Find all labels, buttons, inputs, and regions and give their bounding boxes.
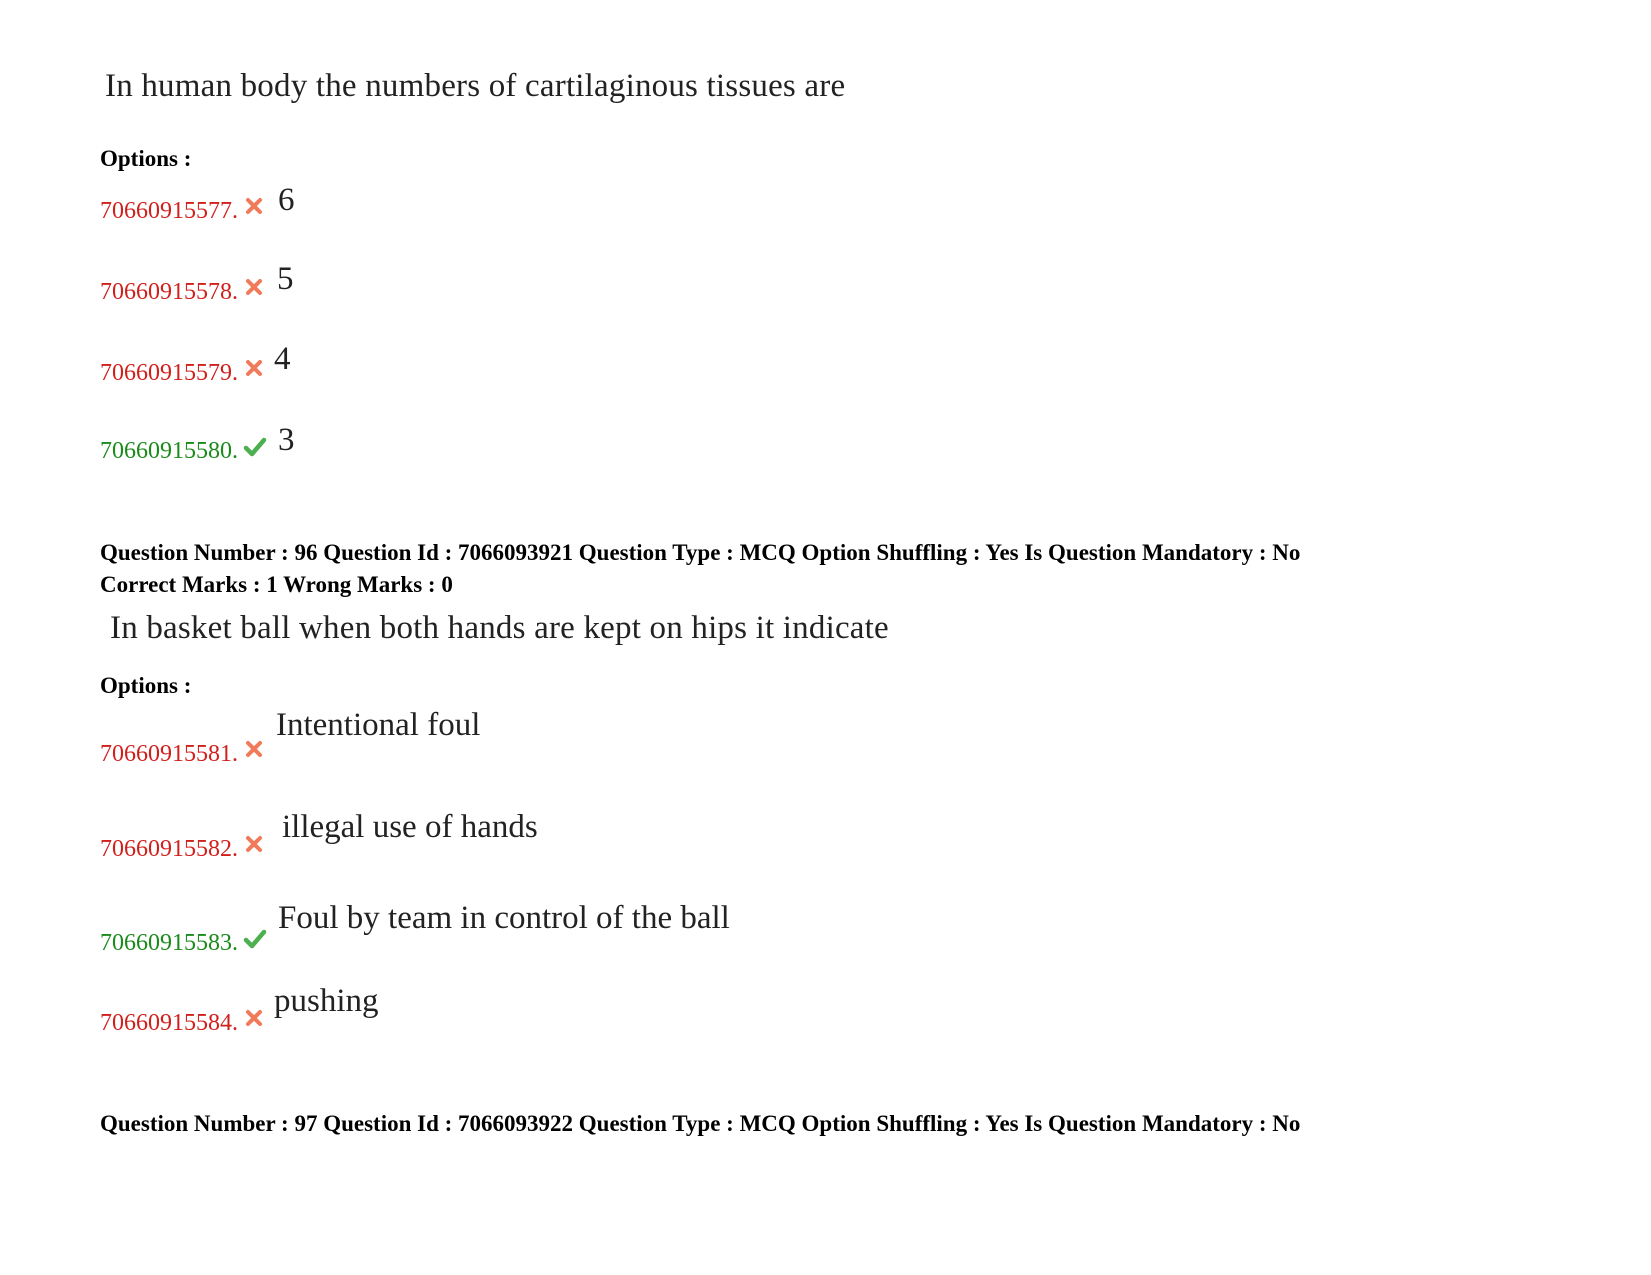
marks-meta: Correct Marks : 1 Wrong Marks : 0 bbox=[100, 572, 453, 597]
option-text: Foul by team in control of the ball bbox=[278, 900, 730, 936]
option-id: 70660915580. bbox=[100, 438, 238, 464]
option-text: Intentional foul bbox=[276, 707, 481, 743]
option-id: 70660915581. bbox=[100, 741, 238, 767]
option-id: 70660915577. bbox=[100, 198, 238, 224]
option-text: pushing bbox=[274, 983, 379, 1019]
options-label: Options : bbox=[100, 146, 192, 171]
option-id: 70660915578. bbox=[100, 279, 238, 305]
option-text: illegal use of hands bbox=[282, 809, 538, 845]
question-text: In basket ball when both hands are kept on hips it indicate bbox=[110, 610, 889, 646]
check-icon bbox=[243, 929, 267, 949]
cross-icon bbox=[245, 278, 263, 296]
option-text: 4 bbox=[274, 341, 291, 377]
cross-icon bbox=[245, 835, 263, 853]
options-label: Options : bbox=[100, 673, 192, 698]
cross-icon bbox=[245, 1009, 263, 1027]
cross-icon bbox=[245, 740, 263, 758]
question-meta: Question Number : 96 Question Id : 7066093921 Question Type : MCQ Option Shuffling : Yes Is Question Mandatory : No bbox=[100, 540, 1301, 565]
option-id: 70660915582. bbox=[100, 836, 238, 862]
question-text: In human body the numbers of cartilaginous tissues are bbox=[105, 68, 846, 104]
check-icon bbox=[243, 437, 267, 457]
cross-icon bbox=[245, 359, 263, 377]
option-id: 70660915584. bbox=[100, 1010, 238, 1036]
question-meta: Question Number : 97 Question Id : 7066093922 Question Type : MCQ Option Shuffling : Yes Is Question Mandatory : No bbox=[100, 1111, 1301, 1136]
option-text: 6 bbox=[278, 182, 295, 218]
option-text: 5 bbox=[277, 261, 294, 297]
option-text: 3 bbox=[278, 422, 295, 458]
option-id: 70660915579. bbox=[100, 360, 238, 386]
option-id: 70660915583. bbox=[100, 930, 238, 956]
cross-icon bbox=[245, 197, 263, 215]
